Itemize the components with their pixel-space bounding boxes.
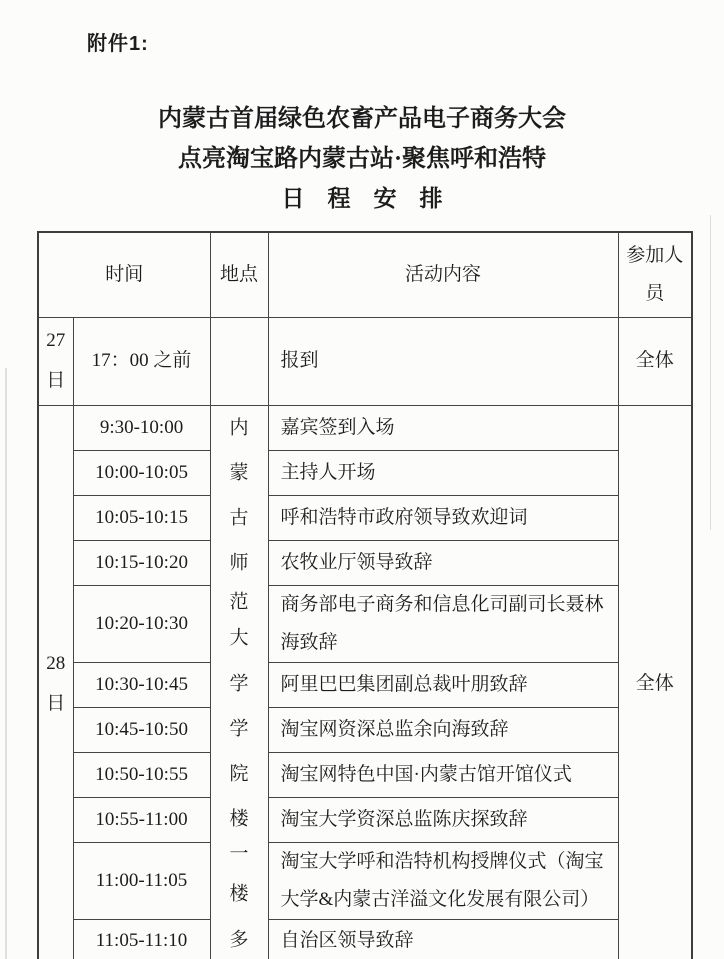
time-cell: 10:15-10:20 xyxy=(73,540,210,585)
header-time: 时间 xyxy=(38,232,210,317)
table-header-row xyxy=(38,232,692,317)
time-cell: 10:00-10:05 xyxy=(73,450,210,495)
location-vertical-text: 内 蒙 古 师 范 大 学 学 院 楼 一 楼 多 xyxy=(229,417,249,950)
content-cell: 农牧业厅领导致辞 xyxy=(268,540,618,585)
schedule-row xyxy=(38,495,692,540)
schedule-row xyxy=(38,585,692,662)
day-cell xyxy=(38,405,73,959)
schedule-row xyxy=(38,707,692,752)
content-cell: 报到 xyxy=(268,317,618,405)
document-title-line2: 点亮淘宝路内蒙古站·聚焦呼和浩特 xyxy=(177,146,546,172)
header-participants: 参加人员 xyxy=(618,232,692,317)
time-cell: 11:05-11:10 xyxy=(73,919,210,959)
content-cell: 淘宝网特色中国·内蒙古馆开馆仪式 xyxy=(268,752,618,797)
schedule-row xyxy=(38,405,692,450)
day-label: 27 日 xyxy=(46,330,66,391)
document-title-line1: 内蒙古首届绿色农畜产品电子商务大会 xyxy=(158,106,566,132)
schedule-row xyxy=(38,662,692,707)
day-label: 28 日 xyxy=(46,652,66,714)
participants-cell-merged: 全体 xyxy=(618,405,692,959)
attachment-label: 附件1: xyxy=(87,33,149,55)
header-content: 活动内容 xyxy=(268,232,618,317)
time-cell: 10:50-10:55 xyxy=(73,752,210,797)
participants-cell: 全体 xyxy=(618,317,692,405)
content-cell: 商务部电子商务和信息化司副司长聂林海致辞 xyxy=(268,585,618,662)
paper-edge-right-line xyxy=(710,215,711,530)
document-title-line3: 日程安排 xyxy=(281,186,466,211)
schedule-row xyxy=(38,919,692,959)
content-cell: 主持人开场 xyxy=(268,450,618,495)
location-cell xyxy=(210,405,268,959)
header-location: 地点 xyxy=(210,232,268,317)
schedule-row xyxy=(38,450,692,495)
content-cell: 淘宝大学呼和浩特机构授牌仪式（淘宝大学&内蒙古洋溢文化发展有限公司） xyxy=(268,842,618,919)
time-cell: 10:05-10:15 xyxy=(73,495,210,540)
schedule-row xyxy=(38,540,692,585)
time-cell: 11:00-11:05 xyxy=(73,842,210,919)
schedule-row xyxy=(38,797,692,842)
content-cell: 嘉宾签到入场 xyxy=(268,405,618,450)
content-cell: 呼和浩特市政府领导致欢迎词 xyxy=(268,495,618,540)
schedule-row xyxy=(38,317,692,405)
time-cell: 17：00 之前 xyxy=(73,317,210,405)
time-cell: 10:55-11:00 xyxy=(73,797,210,842)
paper-edge-left-line xyxy=(5,368,7,959)
content-cell: 淘宝大学资深总监陈庆探致辞 xyxy=(268,797,618,842)
time-cell: 9:30-10:00 xyxy=(73,405,210,450)
time-cell: 10:20-10:30 xyxy=(73,585,210,662)
schedule-row xyxy=(38,752,692,797)
time-cell: 10:45-10:50 xyxy=(73,707,210,752)
day-cell xyxy=(38,317,73,405)
content-cell: 淘宝网资深总监余向海致辞 xyxy=(268,707,618,752)
time-cell: 10:30-10:45 xyxy=(73,662,210,707)
schedule-row xyxy=(38,842,692,919)
location-cell-empty xyxy=(210,317,268,405)
schedule-table xyxy=(37,231,693,959)
content-cell: 自治区领导致辞 xyxy=(268,919,618,959)
content-cell: 阿里巴巴集团副总裁叶朋致辞 xyxy=(268,662,618,707)
